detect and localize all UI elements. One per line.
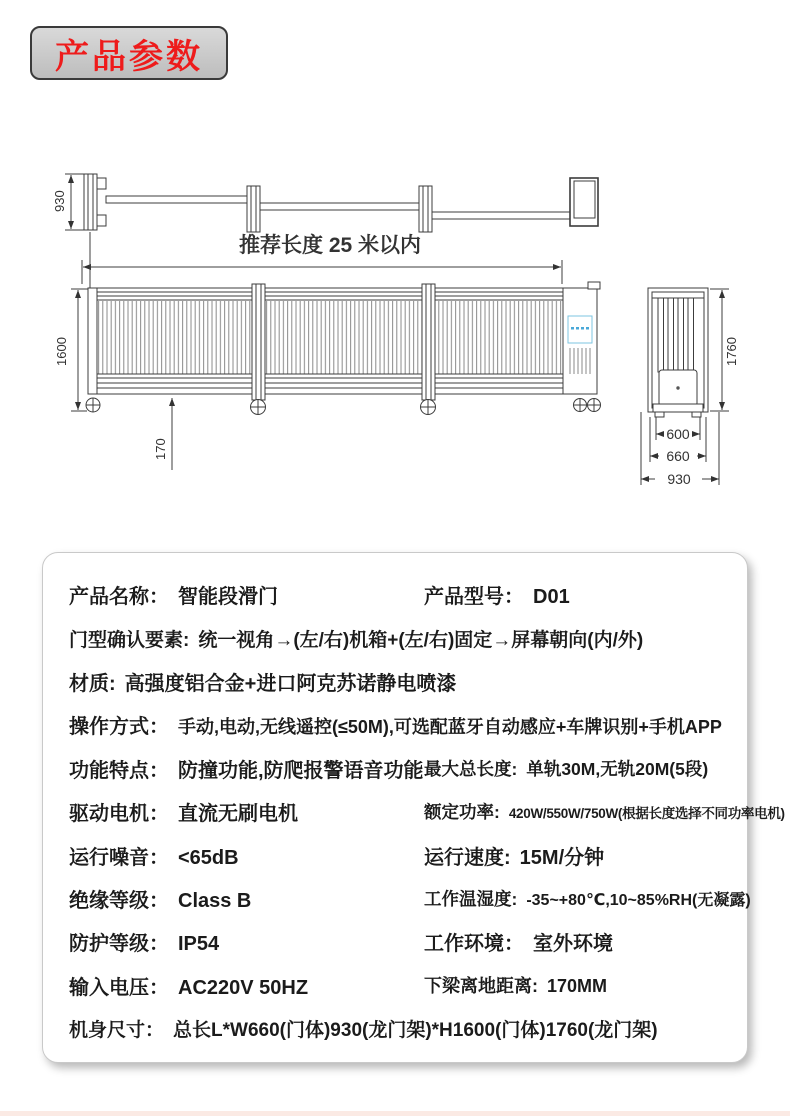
spec-cell <box>424 972 607 998</box>
spec-label: 输入电压： <box>69 976 169 999</box>
spec-value: AC220V 50HZ <box>178 976 309 999</box>
spec-label: 额定功率: <box>424 802 500 823</box>
spec-cell <box>69 710 722 739</box>
spec-value: 防撞功能,防爬报警语音功能 <box>178 759 424 782</box>
spec-cell <box>69 625 643 652</box>
spec-cell <box>69 927 424 956</box>
spec-value: 统一视角→(左/右)机箱+(左/右)固定→屏幕朝向(内/外) <box>198 629 644 651</box>
spec-cell <box>424 927 613 956</box>
spec-label: 操作方式： <box>69 716 169 739</box>
ground-clearance-dimension: 170 <box>153 438 168 460</box>
spec-cell <box>69 754 424 783</box>
side-height-dimension: 1760 <box>724 337 739 366</box>
spec-row-product-name <box>69 573 747 616</box>
spec-card <box>42 552 785 1063</box>
spec-label: 工作环境： <box>424 933 524 956</box>
spec-value: 室外环境 <box>533 933 613 956</box>
spec-cell <box>424 886 751 911</box>
plan-width-dimension: 930 <box>52 190 67 212</box>
spec-cell <box>69 971 424 1000</box>
spec-value: 手动,电动,无线遥控(≤50M),可选配蓝牙自动感应+车牌识别+手机APP <box>178 717 722 738</box>
spec-value: IP54 <box>178 933 220 956</box>
section-title: 产品参数 <box>55 37 203 76</box>
side-dim-600: 600 <box>666 426 690 442</box>
spec-cell <box>424 799 785 824</box>
side-view-drawing <box>641 288 739 487</box>
spec-cell <box>69 841 424 870</box>
side-dim-660: 660 <box>666 448 690 464</box>
spec-cell <box>69 797 424 826</box>
spec-row-insulation <box>69 877 751 920</box>
spec-value: 总长L*W660(门体)930(龙门架)*H1600(门体)1760(龙门架) <box>173 1020 658 1042</box>
spec-value: 15M/分钟 <box>519 846 605 869</box>
control-panel-screen <box>568 316 592 343</box>
spec-row-material <box>69 660 747 703</box>
spec-label: 产品名称： <box>69 586 169 609</box>
spec-row-door-type <box>69 616 747 659</box>
spec-value: -35~+80℃,10~85%RH(无凝露) <box>526 891 751 909</box>
recommended-length-label: 推荐长度 25 米以内 <box>238 234 422 257</box>
spec-label: 运行噪音： <box>69 846 169 869</box>
spec-row-motor <box>69 790 785 833</box>
spec-cell <box>69 580 424 609</box>
spec-cell <box>69 667 456 696</box>
spec-value: Class B <box>178 889 252 912</box>
spec-row-voltage <box>69 964 747 1007</box>
side-dim-930: 930 <box>667 471 691 487</box>
spec-label: 材质: <box>69 672 116 695</box>
gate-wheels <box>86 398 601 415</box>
spec-label: 产品型号： <box>424 586 524 609</box>
spec-label: 下梁离地距离: <box>424 976 538 997</box>
spec-cell <box>69 1015 658 1042</box>
spec-row-protection <box>69 920 747 963</box>
plan-view-drawing <box>52 174 598 232</box>
spec-value: <65dB <box>178 846 239 869</box>
spec-value: 170MM <box>547 976 608 997</box>
spec-row-features <box>69 747 747 790</box>
spec-cell <box>69 884 424 913</box>
spec-label: 工作温湿度: <box>424 888 518 909</box>
spec-label: 驱动电机： <box>69 803 169 826</box>
spec-cell <box>424 841 604 870</box>
recommended-length-dimension-line <box>82 260 562 284</box>
section-title-badge <box>30 26 228 80</box>
front-height-dimension: 1600 <box>54 337 69 366</box>
spec-label: 运行速度: <box>424 846 511 869</box>
spec-label: 功能特点： <box>69 759 169 782</box>
spec-label: 机身尺寸： <box>69 1020 165 1042</box>
page-bottom-strip <box>0 1111 790 1116</box>
spec-value: 高强度铝合金+进口阿克苏诺静电喷漆 <box>124 672 457 695</box>
spec-cell <box>424 580 570 609</box>
spec-label: 门型确认要素: <box>69 629 190 651</box>
spec-row-operation <box>69 703 747 746</box>
spec-value: 智能段滑门 <box>178 586 278 609</box>
spec-cell <box>424 756 708 781</box>
spec-row-noise <box>69 833 747 876</box>
spec-value: D01 <box>533 586 570 609</box>
spec-label: 最大总长度: <box>424 758 518 779</box>
spec-row-dimensions <box>69 1007 747 1050</box>
gate-technical-drawing <box>0 148 790 548</box>
spec-label: 防护等级： <box>69 933 169 956</box>
spec-label: 绝缘等级： <box>69 889 169 912</box>
spec-value: 单轨30M,无轨20M(5段) <box>526 758 709 779</box>
spec-value: 420W/550W/750W(根据长度选择不同功率电机) <box>508 806 785 822</box>
front-view-drawing <box>54 232 601 470</box>
spec-value: 直流无刷电机 <box>178 803 298 826</box>
